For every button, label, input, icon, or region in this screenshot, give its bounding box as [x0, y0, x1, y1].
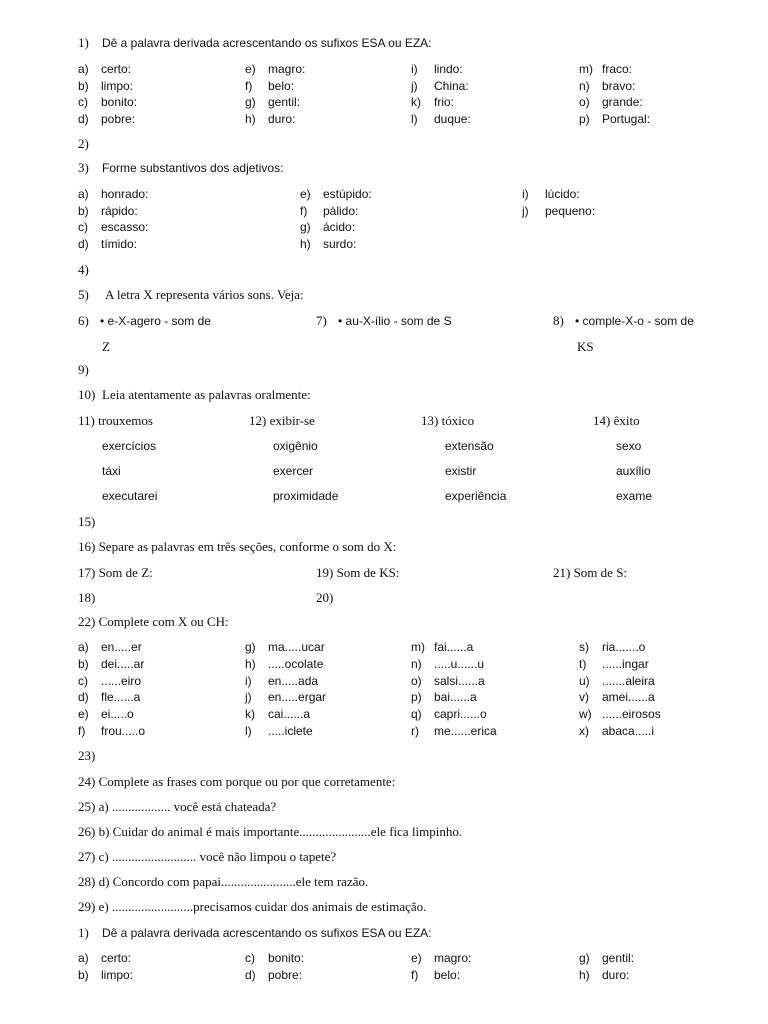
q3-option-word: escasso:: [101, 220, 149, 234]
repeat-option-marker: d): [245, 967, 256, 982]
repeat-option-marker: a): [78, 951, 89, 965]
repeat-option-word: certo:: [101, 951, 132, 965]
fill-option-marker: d): [78, 690, 89, 705]
word-list-item: exame: [616, 489, 653, 503]
q1-option-word: certo:: [101, 62, 132, 76]
sentence-28: 28) d) Concordo com papai.......................ele tem razão.: [78, 874, 369, 889]
fill-option-word: ma.....ucar: [268, 640, 325, 654]
fill-option-marker: l): [245, 724, 252, 738]
repeat-option-marker: b): [78, 967, 89, 982]
q1-option-marker: i): [411, 62, 418, 76]
q1-option-marker: l): [411, 111, 418, 126]
sentence-26: 26) b) Cuidar do animal é mais importante......................ele fica limpinho.: [78, 824, 463, 839]
sound-ks-heading: 19) Som de KS:: [316, 565, 400, 580]
word-list-item: existir: [445, 464, 477, 478]
q1-option-marker: b): [78, 78, 89, 93]
repeat-option-word: pobre:: [268, 967, 303, 982]
q1-option-word: grande:: [602, 95, 643, 109]
fill-option-marker: g): [245, 640, 256, 654]
q3-option-marker: a): [78, 187, 89, 201]
repeat-q1-number: 1): [78, 925, 89, 940]
q3-prompt: Forme substantivos dos adjetivos:: [102, 161, 284, 175]
fill-option-word: me......erica: [434, 724, 497, 738]
q23-number: 23): [78, 748, 96, 763]
fill-option-marker: r): [411, 724, 419, 738]
q3-option-marker: c): [78, 220, 88, 234]
word-list-item: sexo: [616, 439, 642, 453]
q3-option-marker: b): [78, 203, 89, 218]
fill-option-word: en.....er: [101, 640, 142, 654]
fill-option-marker: x): [579, 724, 589, 738]
repeat-option-word: duro:: [602, 967, 630, 982]
q4-number: 4): [78, 262, 89, 277]
q3-option-word: pequeno:: [545, 203, 596, 218]
word-list-item: auxílio: [616, 464, 651, 478]
fill-option-word: en.....ergar: [268, 690, 327, 705]
word-list-item: proximidade: [273, 489, 339, 503]
q1-option-word: duque:: [434, 111, 471, 126]
fill-option-word: ria.......o: [602, 640, 646, 654]
q1-prompt: Dê a palavra derivada acrescentando os sufixos ESA ou EZA:: [102, 36, 432, 50]
q3-option-marker: h): [300, 236, 311, 251]
q3-option-word: honrado:: [101, 187, 149, 201]
fill-option-marker: b): [78, 656, 89, 671]
fill-option-word: cai......a: [268, 707, 311, 722]
q8-text: • comple-X-o - som de: [575, 314, 694, 328]
fill-option-word: .....ocolate: [268, 656, 324, 671]
repeat-option-word: gentil:: [602, 951, 635, 965]
fill-option-word: ......ingar: [602, 656, 649, 671]
q1-option-marker: f): [245, 78, 253, 93]
q1-option-word: gentil:: [268, 95, 301, 109]
sentence-25: 25) a) .................. você está chateada?: [78, 799, 277, 814]
fill-option-word: salsi......a: [434, 673, 485, 688]
repeat-option-word: belo:: [434, 967, 461, 982]
q15-number: 15): [78, 514, 96, 529]
q10-prompt: Leia atentamente as palavras oralmente:: [102, 387, 311, 402]
word-heading-11: 11) trouxemos: [78, 413, 153, 428]
fill-option-marker: o): [411, 673, 422, 688]
fill-option-word: ......eiro: [101, 673, 142, 688]
fill-option-marker: c): [78, 673, 88, 688]
q3-option-word: lúcido:: [545, 187, 580, 201]
repeat-option-marker: c): [245, 951, 255, 965]
fill-option-word: .....iclete: [268, 724, 313, 738]
word-list-item: exercer: [273, 464, 314, 478]
q1-option-marker: g): [245, 95, 256, 109]
q3-option-marker: j): [522, 203, 529, 218]
repeat-option-marker: e): [411, 951, 422, 965]
fill-option-marker: v): [579, 690, 589, 705]
fill-option-marker: j): [245, 690, 252, 705]
q1-option-word: bravo:: [602, 78, 636, 93]
q3-option-word: estúpido:: [323, 187, 372, 201]
q1-option-word: fraco:: [602, 62, 633, 76]
q20-number: 20): [316, 590, 334, 605]
q6-number: 6): [78, 313, 89, 328]
word-list-item: táxi: [102, 464, 121, 478]
fill-option-word: frou.....o: [101, 724, 146, 738]
q1-option-marker: p): [579, 111, 590, 126]
q3-option-word: pálido:: [323, 203, 359, 218]
q3-option-word: rápido:: [101, 203, 138, 218]
fill-option-marker: h): [245, 656, 256, 671]
fill-option-word: .......aleira: [602, 673, 655, 688]
repeat-option-marker: f): [411, 967, 419, 982]
repeat-option-marker: g): [579, 951, 590, 965]
fill-option-word: amei......a: [602, 690, 655, 705]
q1-option-marker: d): [78, 111, 89, 126]
fill-option-marker: p): [411, 690, 422, 705]
fill-option-word: abaca.....i: [602, 724, 655, 738]
q1-option-word: duro:: [268, 111, 296, 126]
q1-option-marker: e): [245, 62, 256, 76]
word-heading-12: 12) exibir-se: [249, 413, 315, 428]
q3-number: 3): [78, 160, 89, 175]
q7-number: 7): [316, 313, 327, 328]
q16-prompt: 16) Separe as palavras em três seções, conforme o som do X:: [78, 539, 397, 554]
q1-option-word: limpo:: [101, 78, 134, 93]
word-heading-14: 14) êxito: [593, 413, 640, 428]
q1-option-word: lindo:: [434, 62, 463, 76]
q1-option-word: pobre:: [101, 111, 136, 126]
q1-number: 1): [78, 35, 89, 50]
q8-text-continued: KS: [577, 339, 594, 354]
fill-option-word: en.....ada: [268, 673, 319, 688]
q1-option-marker: c): [78, 95, 88, 109]
fill-option-marker: w): [579, 707, 592, 722]
q1-option-marker: h): [245, 111, 256, 126]
q8-number: 8): [553, 313, 564, 328]
q1-option-marker: n): [579, 78, 590, 93]
q1-option-marker: a): [78, 62, 89, 76]
fill-option-word: .....u......u: [434, 656, 485, 671]
q1-option-marker: m): [579, 62, 593, 76]
repeat-option-word: bonito:: [268, 951, 305, 965]
repeat-option-marker: h): [579, 967, 590, 982]
fill-option-marker: u): [579, 673, 590, 688]
word-list-item: executarei: [102, 489, 158, 503]
q1-option-marker: k): [411, 95, 421, 109]
q1-option-marker: j): [411, 78, 418, 93]
q1-option-word: bonito:: [101, 95, 138, 109]
fill-option-marker: k): [245, 707, 255, 722]
word-list-item: oxigênio: [273, 439, 318, 453]
fill-option-word: fle......a: [101, 690, 141, 705]
q18-number: 18): [78, 590, 96, 605]
q6-text-continued: Z: [102, 339, 110, 354]
q7-text: • au-X-ílio - som de S: [338, 314, 452, 328]
fill-option-word: ei.....o: [101, 707, 134, 722]
q1-option-word: belo:: [268, 78, 295, 93]
fill-option-marker: f): [78, 724, 86, 738]
q22-prompt: 22) Complete com X ou CH:: [78, 614, 229, 629]
q3-option-word: surdo:: [323, 236, 357, 251]
fill-option-marker: e): [78, 707, 89, 722]
fill-option-marker: a): [78, 640, 89, 654]
word-list-item: exercícios: [102, 439, 157, 453]
sound-z-heading: 17) Som de Z:: [78, 565, 153, 580]
fill-option-marker: q): [411, 707, 422, 722]
q3-option-marker: e): [300, 187, 311, 201]
sentence-29: 29) e) .........................precisamos cuidar dos animais de estimação.: [78, 899, 427, 914]
q10-number: 10): [78, 387, 96, 402]
word-list-item: experiência: [445, 489, 507, 503]
fill-option-word: capri......o: [434, 707, 487, 722]
fill-option-marker: n): [411, 656, 422, 671]
word-heading-13: 13) tóxico: [421, 413, 475, 428]
q5-prompt: A letra X representa vários sons. Veja:: [105, 287, 304, 302]
fill-option-marker: i): [245, 673, 252, 688]
q1-option-word: magro:: [268, 62, 306, 76]
word-list-item: extensão: [445, 439, 494, 453]
fill-option-word: ......eirosos: [602, 707, 661, 722]
repeat-q1-prompt: Dê a palavra derivada acrescentando os sufixos ESA ou EZA:: [102, 926, 432, 940]
q1-option-word: Portugal:: [602, 111, 651, 126]
fill-option-marker: m): [411, 640, 425, 654]
sentence-27: 27) c) .......................... você não limpou o tapete?: [78, 849, 337, 864]
q3-option-word: tímido:: [101, 236, 138, 251]
fill-option-word: bai......a: [434, 690, 477, 705]
q3-option-marker: d): [78, 236, 89, 251]
q1-option-word: frio:: [434, 95, 455, 109]
q3-option-marker: i): [522, 187, 529, 201]
q6-text: • e-X-agero - som de: [100, 314, 211, 328]
fill-option-word: fai......a: [434, 640, 474, 654]
q3-option-marker: f): [300, 203, 308, 218]
sound-s-heading: 21) Som de S:: [553, 565, 628, 580]
q9-number: 9): [78, 362, 89, 377]
q3-option-marker: g): [300, 220, 311, 234]
repeat-option-word: limpo:: [101, 967, 134, 982]
q5-number: 5): [78, 287, 89, 302]
q1-option-marker: o): [579, 95, 590, 109]
repeat-option-word: magro:: [434, 951, 472, 965]
q3-option-word: ácido:: [323, 220, 356, 234]
fill-option-marker: t): [579, 656, 587, 671]
fill-option-marker: s): [579, 640, 589, 654]
q2-number: 2): [78, 136, 89, 151]
fill-option-word: dei.....ar: [101, 656, 145, 671]
q1-option-word: China:: [434, 78, 469, 93]
q24-prompt: 24) Complete as frases com porque ou por que corretamente:: [78, 774, 396, 789]
